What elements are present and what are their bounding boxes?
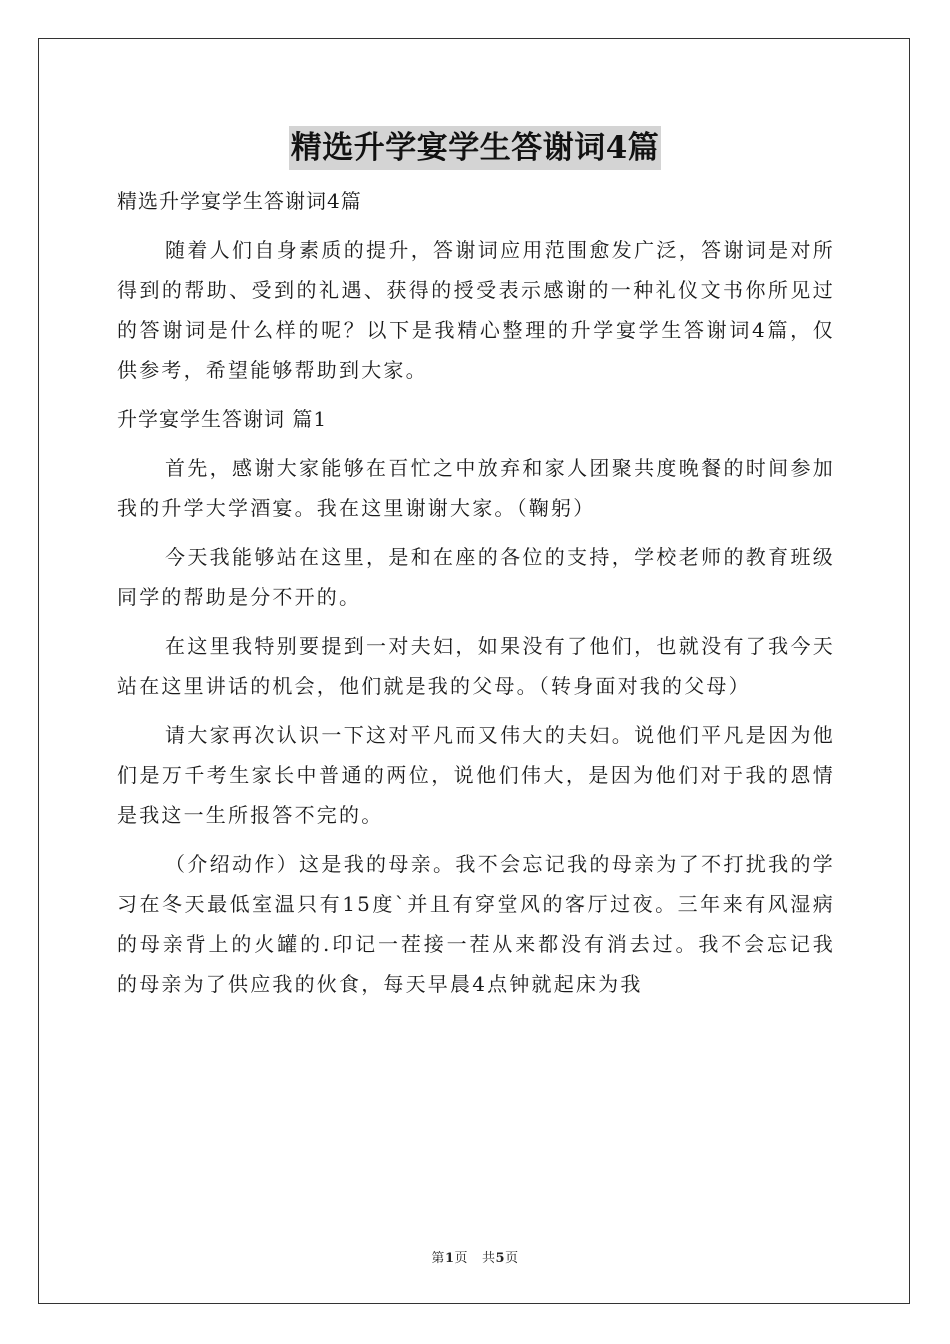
total-prefix: 共: [482, 1251, 496, 1266]
document-body: [117, 181, 835, 1013]
page-suffix: 页: [454, 1251, 468, 1266]
section-paragraph: 首先，感谢大家能够在百忙之中放弃和家人团聚共度晚餐的时间参加我的升学大学酒宴。我在这里谢谢大家。（鞠躬）: [117, 456, 835, 520]
page-prefix: 第: [431, 1251, 445, 1266]
section-paragraph: 今天我能够站在这里，是和在座的各位的支持，学校老师的教育班级同学的帮助是分不开的。: [117, 545, 835, 609]
page-total: 5: [495, 1251, 506, 1266]
document-title: 精选升学宴学生答谢词4篇: [289, 126, 662, 170]
page-number: 1: [444, 1251, 455, 1266]
document-subtitle: 精选升学宴学生答谢词4篇: [117, 189, 362, 213]
section-paragraph: 请大家再次认识一下这对平凡而又伟大的夫妇。说他们平凡是因为他们是万千考生家长中普通的两位，说他们伟大，是因为他们对于我的恩情是我这一生所报答不完的。: [117, 723, 835, 827]
section-paragraph: （介绍动作）这是我的母亲。我不会忘记我的母亲为了不打扰我的学习在冬天最低室温只有15度`并且有穿堂风的客厅过夜。三年来有风湿病的母亲背上的火罐的.印记一茬接一茬从来都没有消去过。我不会忘记我的母亲为了供应我的伙食，每天早晨4点钟就起床为我: [117, 852, 835, 996]
section-heading: 升学宴学生答谢词 篇1: [117, 407, 328, 431]
page-footer: [0, 1247, 950, 1266]
intro-paragraph: 随着人们自身素质的提升，答谢词应用范围愈发广泛，答谢词是对所得到的帮助、受到的礼遇、获得的授受表示感谢的一种礼仪文书你所见过的答谢词是什么样的呢？以下是我精心整理的升学宴学生答谢词4篇，仅供参考，希望能够帮助到大家。: [117, 238, 835, 382]
section-paragraph: 在这里我特别要提到一对夫妇，如果没有了他们，也就没有了我今天站在这里讲话的机会，他们就是我的父母。（转身面对我的父母）: [117, 634, 835, 698]
total-suffix: 页: [505, 1251, 519, 1266]
title-container: [0, 126, 950, 170]
